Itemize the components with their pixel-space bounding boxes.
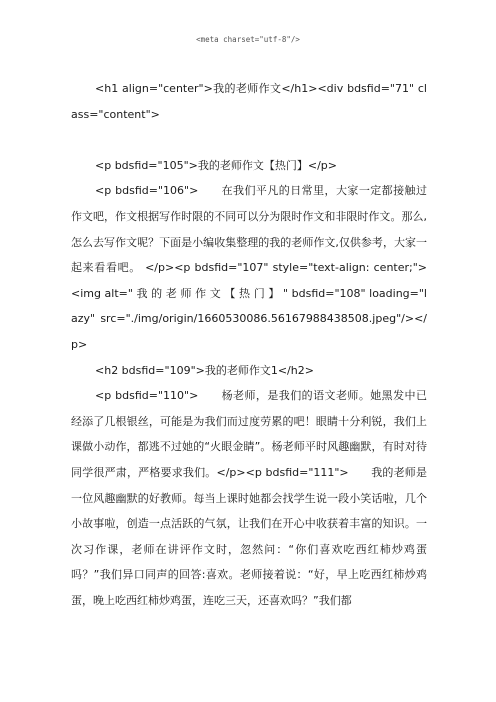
document-body	[71, 76, 427, 613]
paragraph-h2-109: <h2 bdsfid="109">我的老师作文1</h2>	[95, 363, 314, 377]
meta-charset-line: <meta charset="utf-8"/>	[196, 35, 300, 44]
paragraph-p106-p107: <p bdsfid="106"> 在我们平凡的日常里，大家一定都接触过作文吧，作文根据写作时限的不同可以分为限时作文和非限时作文。那么,怎么去写作文呢？下面是小编收集整理的我的老师作文,仅供参考，大家一起来看看吧。 </p><p bdsfid="107" style="text-align: center;"><img alt=" 我 的 老 师 作 文 【 热 门 】 " bdsfid="108" loading="lazy" src="./img/origin/1660530086.56167988438508.jpeg"/></p>	[71, 184, 427, 351]
paragraph-p110-p111: <p bdsfid="110"> 杨老师，是我们的语文老师。她黑发中已经添了几根银丝，可能是为我们而过度劳累的吧！眼睛十分利锐，我们上课做小动作，都逃不过她的“火眼金睛”。杨老师平时风趣幽默，有时对待同学很严肃，严格要求我们。</p><p bdsfid="111"> 我的老师是一位风趣幽默的好教师。每当上课时她都会找学生说一段小笑话啦，几个小故事啦，创造一点活跃的气氛，让我们在开心中收获着丰富的知识。一次习作课，老师在讲评作文时，忽然问：“你们喜欢吃西红柿炒鸡蛋吗？”我们异口同声的回答:喜欢。老师接着说：“好，早上吃西红柿炒鸡蛋，晚上吃西红柿炒鸡蛋，连吃三天，还喜欢吗？”我们都	[71, 389, 427, 607]
paragraph-p105: <p bdsfid="105">我的老师作文【热门】</p>	[95, 158, 337, 172]
paragraph-h1-div: <h1 align="center">我的老师作文</h1><div bdsfid="71" class="content">	[71, 82, 427, 121]
